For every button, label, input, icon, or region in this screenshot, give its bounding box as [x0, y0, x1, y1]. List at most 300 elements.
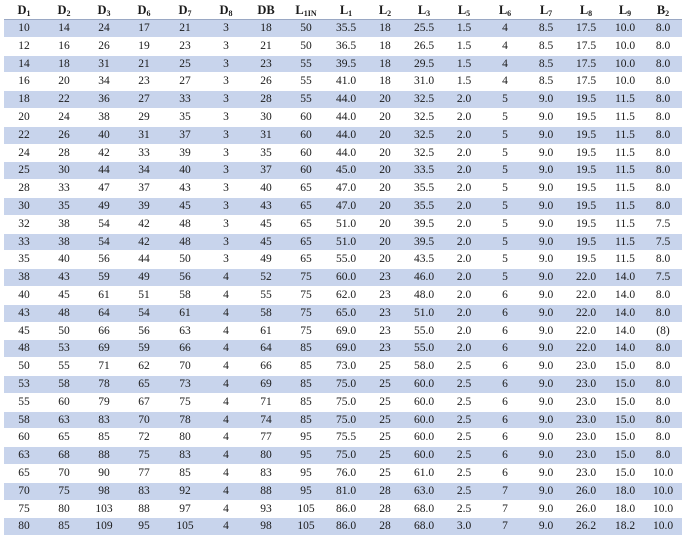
table-cell: 95	[286, 447, 326, 465]
table-cell: 75	[286, 304, 326, 322]
table-cell: 15.0	[606, 358, 644, 376]
table-cell: 3	[206, 233, 246, 251]
table-cell: 4	[484, 37, 526, 55]
table-row	[4, 20, 682, 38]
table-cell: 70	[124, 411, 164, 429]
table-cell: 23.0	[566, 375, 606, 393]
table-cell: 7.5	[644, 233, 682, 251]
table-cell: 8.0	[644, 340, 682, 358]
table-cell: 30	[246, 108, 286, 126]
column-header-label: L	[417, 3, 427, 17]
table-row	[4, 197, 682, 215]
column-header-subscript: 6	[507, 9, 512, 18]
table-cell: 70	[164, 358, 206, 376]
table-cell: 88	[84, 447, 124, 465]
table-cell: 8.0	[644, 375, 682, 393]
table-cell: 19.5	[566, 144, 606, 162]
table-cell: 9.0	[526, 233, 566, 251]
table-cell: 8.0	[644, 251, 682, 269]
table-cell: 9.0	[526, 482, 566, 500]
table-row	[4, 393, 682, 411]
table-cell: 45	[44, 286, 84, 304]
column-header	[4, 2, 44, 20]
column-header-label: B	[656, 3, 666, 17]
table-cell: 20	[366, 215, 404, 233]
table-cell: 63.0	[404, 482, 444, 500]
table-cell: 50	[286, 20, 326, 38]
table-cell: 75	[4, 500, 44, 518]
table-cell: 8.0	[644, 37, 682, 55]
table-cell: 8.0	[644, 73, 682, 91]
table-cell: 36.5	[326, 37, 366, 55]
table-cell: 18.0	[606, 500, 644, 518]
table-row	[4, 144, 682, 162]
table-cell: 35.5	[326, 20, 366, 38]
table-cell: 2.0	[444, 144, 484, 162]
table-cell: 35	[246, 144, 286, 162]
table-cell: 38	[84, 108, 124, 126]
table-cell: 80	[246, 447, 286, 465]
table-cell: 63	[4, 447, 44, 465]
table-cell: 5	[484, 91, 526, 109]
table-row	[4, 340, 682, 358]
table-cell: 60	[286, 162, 326, 180]
table-cell: 2.5	[444, 447, 484, 465]
table-cell: 11.5	[606, 126, 644, 144]
table-cell: 16	[4, 73, 44, 91]
table-cell: 35.5	[404, 197, 444, 215]
table-cell: 51.0	[326, 233, 366, 251]
column-header-subscript: 2	[387, 9, 392, 18]
table-cell: 9.0	[526, 180, 566, 198]
table-cell: 22.0	[566, 286, 606, 304]
table-cell: 43	[246, 197, 286, 215]
table-cell: 20	[366, 91, 404, 109]
table-cell: 32.5	[404, 144, 444, 162]
column-header-subscript: 7	[548, 9, 553, 18]
table-cell: 75.0	[326, 447, 366, 465]
table-cell: 42	[124, 215, 164, 233]
table-cell: 19.5	[566, 162, 606, 180]
table-cell: 5	[484, 197, 526, 215]
table-cell: 6	[484, 304, 526, 322]
table-cell: 8.5	[526, 55, 566, 73]
table-cell: 12	[4, 37, 44, 55]
table-cell: 75	[286, 322, 326, 340]
table-cell: 27	[164, 73, 206, 91]
column-header-subscript: 3	[426, 9, 431, 18]
table-cell: 40	[44, 251, 84, 269]
table-cell: 50	[286, 37, 326, 55]
table-cell: 3	[206, 37, 246, 55]
table-cell: 60.0	[404, 447, 444, 465]
table-cell: 40	[246, 180, 286, 198]
table-cell: 25.5	[404, 20, 444, 38]
table-cell: 18.0	[606, 482, 644, 500]
table-cell: 56	[84, 251, 124, 269]
table-cell: 9.0	[526, 197, 566, 215]
table-cell: 86.0	[326, 518, 366, 536]
table-cell: 27	[124, 91, 164, 109]
table-cell: 86.0	[326, 500, 366, 518]
table-cell: 18	[366, 37, 404, 55]
table-cell: 42	[124, 233, 164, 251]
column-header-label: L	[378, 3, 388, 17]
table-row	[4, 304, 682, 322]
table-cell: 64	[246, 340, 286, 358]
table-cell: 59	[124, 340, 164, 358]
table-cell: 4	[206, 464, 246, 482]
table-cell: 20	[366, 144, 404, 162]
table-cell: 8.0	[644, 447, 682, 465]
table-cell: 14.0	[606, 322, 644, 340]
table-cell: 14	[4, 55, 44, 73]
table-cell: 40	[84, 126, 124, 144]
table-cell: 45.0	[326, 162, 366, 180]
table-row	[4, 251, 682, 269]
table-cell: 20	[366, 233, 404, 251]
table-cell: 1.5	[444, 37, 484, 55]
table-cell: 25	[366, 464, 404, 482]
table-cell: 15.0	[606, 393, 644, 411]
column-header-label: L	[339, 3, 349, 17]
table-cell: 35.5	[404, 180, 444, 198]
table-cell: 19.5	[566, 126, 606, 144]
table-cell: 44.0	[326, 91, 366, 109]
table-cell: 1.5	[444, 73, 484, 91]
table-cell: 9.0	[526, 375, 566, 393]
table-cell: 2.5	[444, 358, 484, 376]
table-cell: 18	[366, 73, 404, 91]
column-header-subscript: 6	[146, 9, 151, 18]
table-cell: 63	[164, 322, 206, 340]
table-cell: 65	[286, 251, 326, 269]
table-cell: 2.5	[444, 375, 484, 393]
table-cell: 73.0	[326, 358, 366, 376]
table-cell: 14.0	[606, 286, 644, 304]
table-cell: 2.5	[444, 429, 484, 447]
table-cell: 23	[246, 55, 286, 73]
table-cell: 76.0	[326, 464, 366, 482]
table-cell: 4	[206, 447, 246, 465]
table-row	[4, 411, 682, 429]
column-header-subscript: 9	[627, 9, 632, 18]
table-cell: 26	[84, 37, 124, 55]
table-cell: 11.5	[606, 162, 644, 180]
table-cell: 11.5	[606, 233, 644, 251]
table-cell: 6	[484, 375, 526, 393]
table-cell: 4	[206, 393, 246, 411]
table-cell: 23.0	[566, 464, 606, 482]
table-cell: 3	[206, 180, 246, 198]
column-header-label: L	[579, 3, 589, 17]
table-cell: 85	[286, 358, 326, 376]
table-cell: 2.0	[444, 233, 484, 251]
table-cell: 71	[84, 358, 124, 376]
table-cell: 60.0	[326, 269, 366, 287]
table-cell: 23.0	[566, 393, 606, 411]
table-cell: 60.0	[404, 375, 444, 393]
table-cell: 14.0	[606, 269, 644, 287]
table-cell: 69.0	[326, 340, 366, 358]
table-cell: 22.0	[566, 269, 606, 287]
table-cell: 6	[484, 464, 526, 482]
table-cell: 44	[84, 162, 124, 180]
table-cell: 25	[366, 358, 404, 376]
table-row	[4, 518, 682, 536]
table-cell: 51	[124, 286, 164, 304]
table-cell: 48	[164, 233, 206, 251]
table-cell: 24	[84, 20, 124, 38]
table-cell: 81.0	[326, 482, 366, 500]
table-cell: 8.5	[526, 73, 566, 91]
table-cell: 97	[164, 500, 206, 518]
table-cell: 9.0	[526, 518, 566, 536]
table-row	[4, 322, 682, 340]
header-row	[4, 2, 682, 20]
column-header	[366, 2, 404, 20]
table-cell: 23.0	[566, 358, 606, 376]
table-cell: 7	[484, 482, 526, 500]
table-cell: 39.5	[404, 215, 444, 233]
table-row	[4, 73, 682, 91]
table-cell: 18	[4, 91, 44, 109]
table-cell: 4	[206, 429, 246, 447]
table-cell: 3	[206, 126, 246, 144]
table-cell: 19.5	[566, 215, 606, 233]
table-cell: 8.0	[644, 180, 682, 198]
table-cell: 9.0	[526, 322, 566, 340]
table-cell: 105	[286, 518, 326, 536]
table-cell: 9.0	[526, 251, 566, 269]
table-cell: 48	[4, 340, 44, 358]
table-cell: 98	[246, 518, 286, 536]
table-cell: 45	[246, 215, 286, 233]
table-cell: 2.0	[444, 180, 484, 198]
table-cell: 25	[4, 162, 44, 180]
table-cell: 19.5	[566, 197, 606, 215]
table-cell: 77	[246, 429, 286, 447]
table-cell: 9.0	[526, 393, 566, 411]
table-cell: 60.0	[404, 411, 444, 429]
table-row	[4, 37, 682, 55]
table-cell: 78	[164, 411, 206, 429]
table-cell: 42	[84, 144, 124, 162]
table-cell: 65	[286, 215, 326, 233]
table-cell: 26.5	[404, 37, 444, 55]
table-cell: 70	[44, 464, 84, 482]
table-cell: 2.0	[444, 286, 484, 304]
table-cell: 26.2	[566, 518, 606, 536]
table-cell: 95	[286, 429, 326, 447]
table-cell: 60.0	[404, 393, 444, 411]
table-cell: (8)	[644, 322, 682, 340]
table-cell: 19.5	[566, 251, 606, 269]
table-cell: 15.0	[606, 411, 644, 429]
table-cell: 24	[4, 144, 44, 162]
column-header-subscript: 8	[228, 9, 233, 18]
table-cell: 10.0	[606, 73, 644, 91]
table-cell: 8.0	[644, 411, 682, 429]
table-cell: 52	[246, 269, 286, 287]
table-cell: 85	[286, 393, 326, 411]
table-cell: 32.5	[404, 108, 444, 126]
table-cell: 9.0	[526, 464, 566, 482]
table-cell: 43.5	[404, 251, 444, 269]
column-header-label: L	[498, 3, 508, 17]
column-header	[526, 2, 566, 20]
dimensions-table	[4, 2, 682, 536]
table-cell: 2.0	[444, 91, 484, 109]
table-cell: 10.0	[606, 55, 644, 73]
column-header	[444, 2, 484, 20]
table-cell: 83	[164, 447, 206, 465]
table-cell: 28	[366, 482, 404, 500]
table-cell: 5	[484, 162, 526, 180]
table-cell: 50	[4, 358, 44, 376]
table-cell: 30	[44, 162, 84, 180]
table-cell: 8.5	[526, 37, 566, 55]
column-header-subscript: 1IN	[303, 9, 317, 18]
table-cell: 8.0	[644, 20, 682, 38]
table-cell: 105	[286, 500, 326, 518]
table-cell: 22	[4, 126, 44, 144]
table-cell: 14.0	[606, 340, 644, 358]
table-cell: 8.0	[644, 197, 682, 215]
table-cell: 2.5	[444, 482, 484, 500]
table-cell: 44.0	[326, 126, 366, 144]
table-cell: 32.5	[404, 126, 444, 144]
table-cell: 9.0	[526, 304, 566, 322]
table-row	[4, 286, 682, 304]
table-cell: 8.0	[644, 126, 682, 144]
table-cell: 98	[84, 482, 124, 500]
table-cell: 11.5	[606, 180, 644, 198]
column-header-label: L	[295, 3, 304, 17]
table-cell: 103	[84, 500, 124, 518]
table-cell: 55	[286, 91, 326, 109]
table-cell: 49	[124, 269, 164, 287]
table-cell: 6	[484, 358, 526, 376]
table-cell: 68.0	[404, 518, 444, 536]
table-cell: 19.5	[566, 233, 606, 251]
table-cell: 23	[366, 269, 404, 287]
table-cell: 9.0	[526, 144, 566, 162]
table-cell: 28	[246, 91, 286, 109]
table-cell: 55.0	[404, 340, 444, 358]
table-cell: 23	[366, 286, 404, 304]
table-cell: 20	[366, 251, 404, 269]
table-cell: 65	[286, 197, 326, 215]
table-cell: 8.0	[644, 162, 682, 180]
table-cell: 5	[484, 126, 526, 144]
table-cell: 62.0	[326, 286, 366, 304]
table-cell: 18	[246, 20, 286, 38]
table-cell: 65	[286, 180, 326, 198]
table-cell: 74	[246, 411, 286, 429]
table-row	[4, 215, 682, 233]
table-cell: 68	[44, 447, 84, 465]
table-cell: 40	[4, 286, 44, 304]
table-cell: 92	[164, 482, 206, 500]
table-cell: 20	[44, 73, 84, 91]
table-cell: 7	[484, 500, 526, 518]
table-cell: 16	[44, 37, 84, 55]
column-header-subscript: 1	[26, 9, 31, 18]
table-cell: 45	[4, 322, 44, 340]
table-cell: 10.0	[606, 20, 644, 38]
table-cell: 75	[286, 269, 326, 287]
table-cell: 65	[4, 464, 44, 482]
table-cell: 9.0	[526, 215, 566, 233]
table-cell: 39	[124, 197, 164, 215]
column-header-subscript: 2	[665, 9, 670, 18]
column-header	[124, 2, 164, 20]
table-cell: 60.0	[404, 429, 444, 447]
column-header-label: D	[219, 3, 229, 17]
table-cell: 65	[124, 375, 164, 393]
table-cell: 23	[124, 73, 164, 91]
table-cell: 8.0	[644, 144, 682, 162]
table-cell: 8.0	[644, 358, 682, 376]
table-cell: 4	[206, 500, 246, 518]
table-cell: 49	[84, 197, 124, 215]
table-cell: 66	[84, 322, 124, 340]
table-cell: 19	[124, 37, 164, 55]
table-cell: 25	[164, 55, 206, 73]
table-cell: 17.5	[566, 37, 606, 55]
table-cell: 3	[206, 251, 246, 269]
table-cell: 72	[124, 429, 164, 447]
column-header	[164, 2, 206, 20]
column-header-subscript: 7	[187, 9, 192, 18]
table-cell: 2.0	[444, 126, 484, 144]
table-cell: 4	[206, 304, 246, 322]
table-cell: 55.0	[326, 251, 366, 269]
table-cell: 20	[366, 180, 404, 198]
table-cell: 37	[164, 126, 206, 144]
table-cell: 85	[286, 375, 326, 393]
table-cell: 3	[206, 162, 246, 180]
table-cell: 4	[206, 375, 246, 393]
table-cell: 6	[484, 340, 526, 358]
table-cell: 3	[206, 108, 246, 126]
table-cell: 5	[484, 233, 526, 251]
table-cell: 5	[484, 251, 526, 269]
column-header-subscript: 8	[588, 9, 593, 18]
table-cell: 55.0	[404, 322, 444, 340]
table-cell: 4	[206, 518, 246, 536]
table-row	[4, 108, 682, 126]
table-cell: 11.5	[606, 144, 644, 162]
table-cell: 3	[206, 55, 246, 73]
table-cell: 71	[246, 393, 286, 411]
table-cell: 25	[366, 447, 404, 465]
table-cell: 8.0	[644, 429, 682, 447]
table-cell: 85	[84, 429, 124, 447]
table-cell: 43	[164, 180, 206, 198]
table-cell: 37	[124, 180, 164, 198]
table-cell: 23	[366, 340, 404, 358]
table-cell: 35	[4, 251, 44, 269]
column-header	[206, 2, 246, 20]
table-cell: 31	[124, 126, 164, 144]
table-cell: 5	[484, 215, 526, 233]
column-header	[566, 2, 606, 20]
table-cell: 60	[286, 108, 326, 126]
table-cell: 88	[246, 482, 286, 500]
table-cell: 51.0	[404, 304, 444, 322]
